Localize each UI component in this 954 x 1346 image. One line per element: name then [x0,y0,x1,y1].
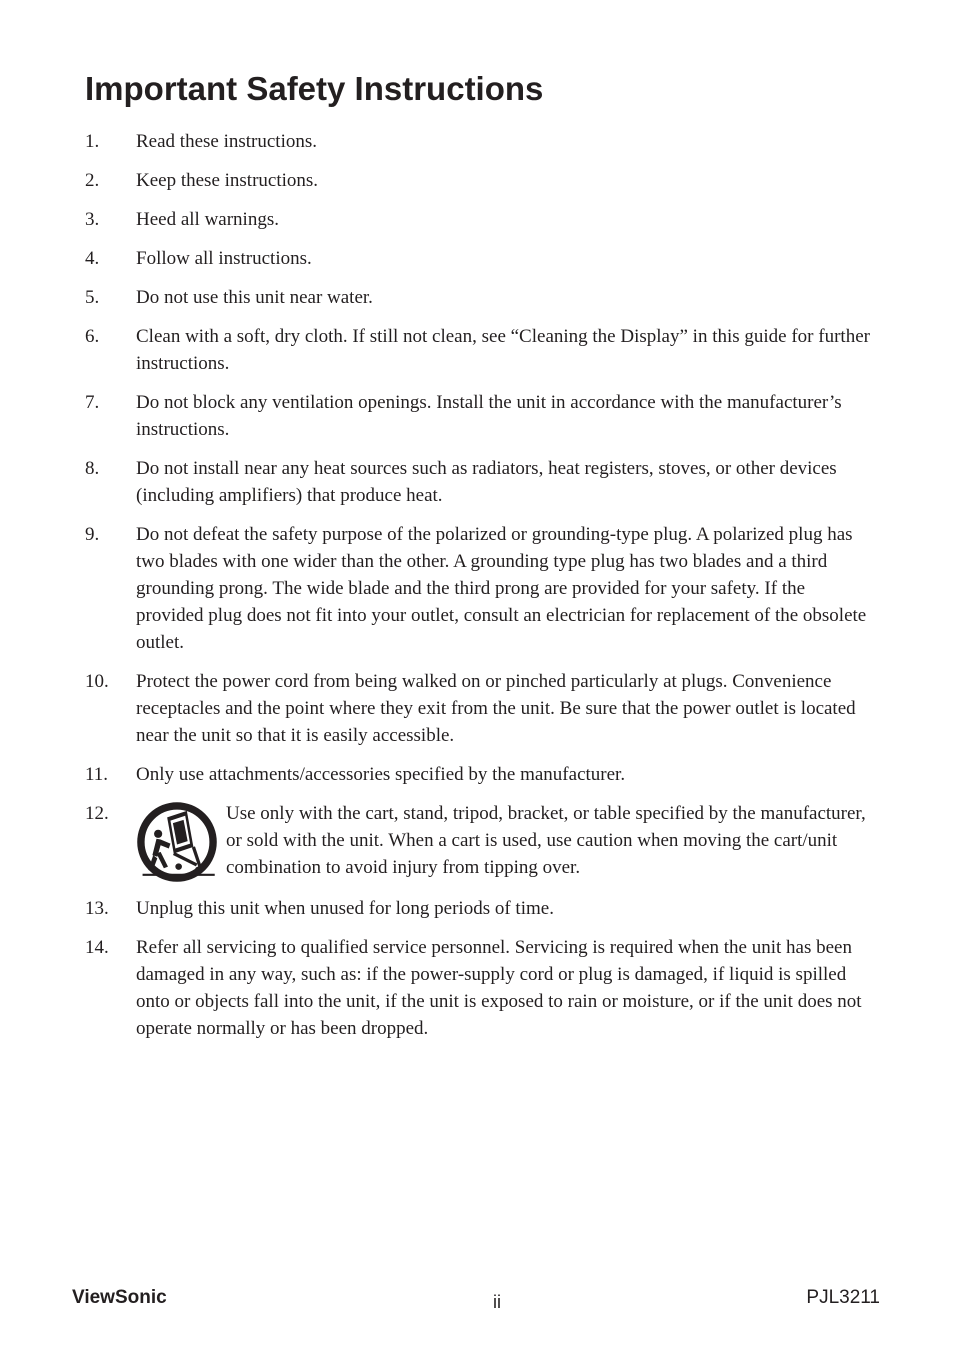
item-text: Refer all servicing to qualified service personnel. Servicing is required when the unit has been damaged in any way, such as: if the power-supply cord or plug is damaged, if liquid is spilled onto or objects fall into the unit, if the unit is exposed to rain or moisture, or if the unit does not operate normally or has been dropped. [136,937,862,1039]
item-number: 13. [85,898,109,919]
list-item [85,128,875,155]
item-text: Follow all instructions. [136,248,312,269]
list-item [85,167,875,194]
list-item [85,389,875,443]
list-item [85,521,875,656]
list-item [85,895,875,922]
item-number: 4. [85,248,100,269]
item-number: 7. [85,392,100,413]
item-number: 10. [85,671,109,692]
item-number: 8. [85,458,100,479]
item-number: 3. [85,209,100,230]
list-item [85,455,875,509]
item-text: Do not install near any heat sources such as radiators, heat registers, stoves, or other devices (including amplifiers) that produce heat. [136,458,837,506]
item-text: Do not defeat the safety purpose of the polarized or grounding-type plug. A polarized plug has two blades with one wider than the other. A grounding type plug has two blades and a third grounding prong. The wide blade and the third prong are provided for your safety. If the provided plug does not fit into your outlet, consult an electrician for replacement of the obsolete outlet. [136,524,867,653]
item-body [136,800,875,883]
list-item [85,323,875,377]
safety-instructions-list [85,128,875,1054]
item-text: Clean with a soft, dry cloth. If still not clean, see “Cleaning the Display” in this guide for further instructions. [136,326,870,374]
item-number: 11. [85,764,109,785]
item-text: Only use attachments/accessories specified by the manufacturer. [136,764,626,785]
cart-tip-over-warning-icon [136,801,218,883]
list-item [85,934,875,1042]
footer-brand: ViewSonic [72,1287,167,1308]
list-item [85,284,875,311]
page-number: ii [493,1292,501,1312]
item-text: Do not use this unit near water. [136,287,373,308]
item-text: Protect the power cord from being walked on or pinched particularly at plugs. Convenience receptacles and the point where they exit from the unit. Be sure that the power outlet is located near the unit so that it is easily accessible. [136,671,856,746]
page-title: Important Safety Instructions [85,70,544,107]
item-number: 9. [85,524,100,545]
list-item [85,245,875,272]
item-number: 2. [85,170,100,191]
item-text: Use only with the cart, stand, tripod, bracket, or table specified by the manufacturer, or sold with the unit. When a cart is used, use caution when moving the cart/unit combination to avoid injury from tipping over. [226,803,866,878]
item-text: Keep these instructions. [136,170,319,191]
item-number: 14. [85,937,109,958]
footer-model: PJL3211 [806,1287,880,1308]
item-number: 12. [85,803,109,824]
item-text: Read these instructions. [136,131,317,152]
item-text: Unplug this unit when unused for long periods of time. [136,898,554,919]
list-item [85,206,875,233]
item-number: 5. [85,287,100,308]
list-item [85,668,875,749]
list-item [85,761,875,788]
item-text: Do not block any ventilation openings. Install the unit in accordance with the manufacturer’s instructions. [136,392,842,440]
item-text: Heed all warnings. [136,209,279,230]
page-footer [0,1286,954,1316]
item-number: 1. [85,131,100,152]
list-item [85,800,875,883]
item-number: 6. [85,326,100,347]
